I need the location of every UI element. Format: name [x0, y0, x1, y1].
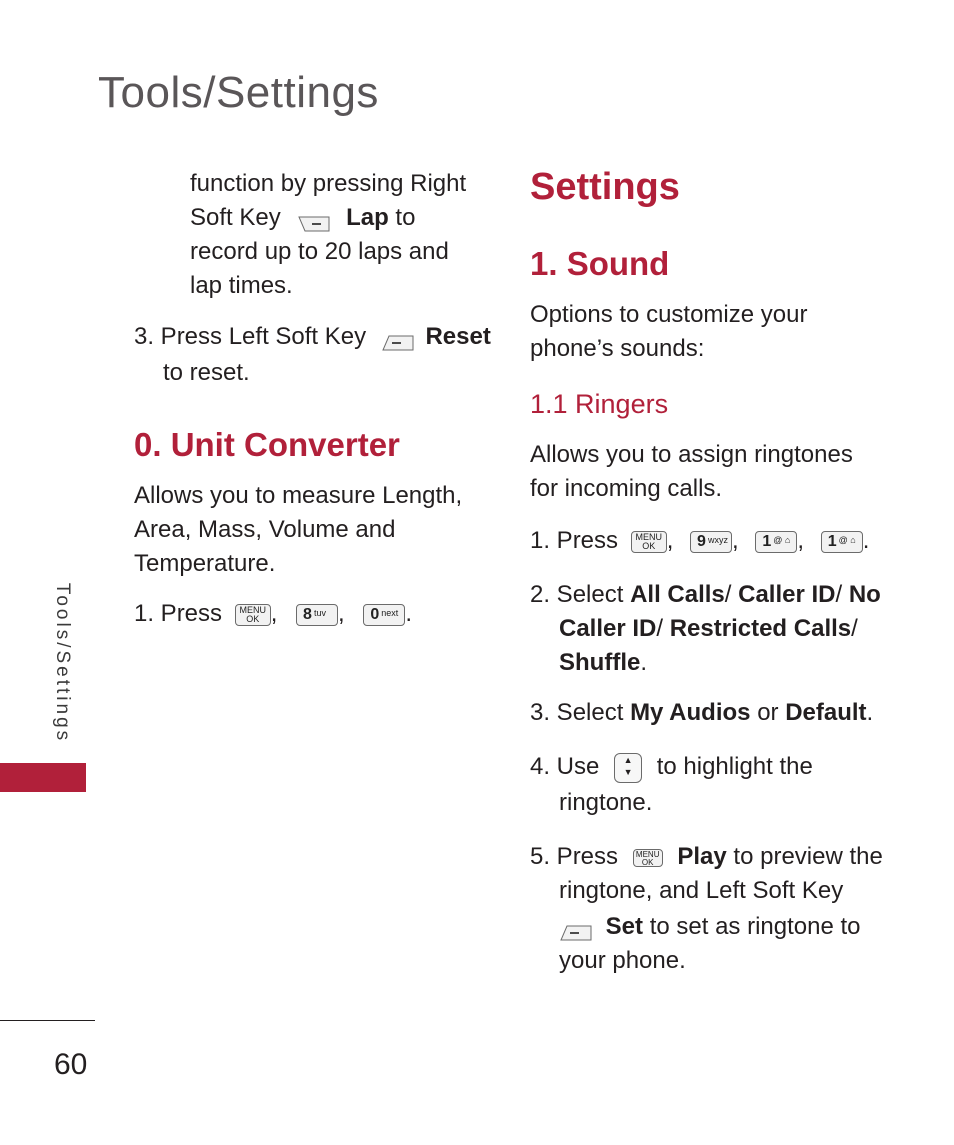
text: 2. Select	[530, 581, 624, 608]
footer-rule	[0, 1020, 95, 1021]
unit-converter-description	[134, 479, 462, 581]
text-line: Options to customize your	[530, 301, 808, 328]
right-soft-key-icon	[297, 209, 331, 229]
text-line: for incoming calls.	[530, 475, 723, 502]
text-line: ringtone, and Left Soft Key	[559, 877, 844, 904]
menu-ok-key-icon: MENU OK	[235, 604, 271, 626]
option-my-audios: My Audios	[630, 699, 751, 726]
text: to preview the	[733, 843, 883, 870]
reset-label: Reset	[425, 323, 491, 350]
ringers-step-4	[530, 750, 813, 820]
option-no-caller-id-part: Caller ID	[559, 615, 657, 642]
key-0-icon: 0 next	[363, 604, 405, 626]
play-label: Play	[677, 843, 727, 870]
key-1-icon: 1 @ ⌂	[821, 531, 863, 553]
text-line: to reset.	[163, 359, 250, 386]
text: 4. Use	[530, 753, 600, 780]
text: to highlight the	[656, 753, 813, 780]
text-line: record up to 20 laps and	[190, 238, 449, 265]
text: 5. Press	[530, 843, 619, 870]
ringers-step-3: 3. Select My Audios or Default.	[530, 699, 874, 726]
key-8-icon: 8 tuv	[296, 604, 338, 626]
sound-heading: 1. Sound	[530, 245, 670, 282]
text-line: Allows you to measure Length,	[134, 482, 463, 509]
option-all-calls: All Calls	[630, 581, 725, 608]
option-default: Default	[785, 699, 867, 726]
text-line: Temperature.	[134, 550, 276, 577]
ringers-step-1: 1. Press MENU OK , 9 wxyz , 1 @ ⌂ , 1 @ ⌂ .	[530, 527, 870, 554]
continued-paragraph	[190, 167, 466, 303]
text-line: ringtone.	[559, 789, 653, 816]
ringers-step-2: 2. Select All Calls/ Caller ID/ No Caller ID/ Restricted Calls/ Shuffle.	[530, 581, 881, 676]
up-down-nav-key-icon: ▲ ▼	[614, 753, 642, 783]
text-line: lap times.	[190, 272, 293, 299]
text: to set as ringtone to	[649, 913, 861, 940]
key-9-icon: 9 wxyz	[690, 531, 732, 553]
step-3-reset	[134, 320, 491, 390]
text-line: your phone.	[559, 947, 686, 974]
text: 3. Press Left Soft Key	[134, 323, 367, 350]
text-line: function by pressing Right	[190, 170, 467, 197]
page-number: 60	[54, 1048, 88, 1081]
lap-label: Lap	[346, 204, 389, 231]
text-line: phone’s sounds:	[530, 335, 705, 362]
text-line: Area, Mass, Volume and	[134, 516, 396, 543]
key-1-icon: 1 @ ⌂	[755, 531, 797, 553]
left-soft-key-icon	[559, 918, 593, 938]
ringers-description	[530, 438, 853, 506]
option-shuffle: Shuffle	[559, 649, 641, 676]
ringers-step-5	[530, 840, 883, 978]
option-caller-id: Caller ID	[738, 581, 836, 608]
side-tab-label: Tools/Settings	[52, 582, 73, 744]
text: 1. Press	[134, 600, 223, 627]
text: or	[757, 699, 779, 726]
sound-description	[530, 298, 807, 366]
settings-heading: Settings	[530, 166, 680, 208]
text: 3. Select	[530, 699, 624, 726]
option-restricted-calls: Restricted Calls	[669, 615, 852, 642]
set-label: Set	[605, 913, 644, 940]
text: 1. Press	[530, 527, 619, 554]
unit-step-1: 1. Press MENU OK , 8 tuv , 0 next .	[134, 600, 413, 627]
menu-ok-key-icon: MENU OK	[633, 849, 663, 867]
menu-ok-key-icon: MENU OK	[631, 531, 667, 553]
text-line: Allows you to assign ringtones	[530, 441, 853, 468]
text: to	[395, 204, 416, 231]
page-title: Tools/Settings	[98, 68, 379, 117]
text-line	[190, 201, 466, 235]
ringers-heading: 1.1 Ringers	[530, 389, 669, 419]
left-soft-key-icon	[381, 328, 415, 348]
option-no-caller-id-part: No	[848, 581, 881, 608]
text: Soft Key	[190, 204, 281, 231]
section-marker-bar	[0, 763, 86, 792]
unit-converter-heading: 0. Unit Converter	[134, 426, 400, 463]
